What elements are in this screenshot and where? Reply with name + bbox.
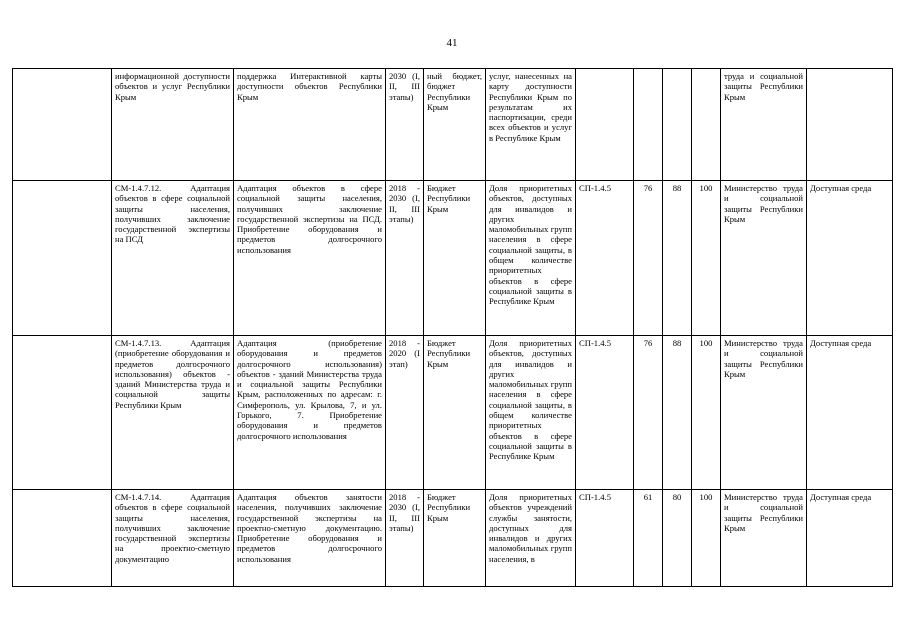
- row-period-cell: 2018 - 2030 (I, II, III этапы): [386, 181, 424, 336]
- row-value-1-cell: 76: [634, 336, 663, 490]
- row-source-cell: Бюджет Республики Крым: [424, 336, 486, 490]
- row-source-cell: ный бюджет, бюджет Республики Крым: [424, 69, 486, 181]
- row-value-2-cell: 88: [663, 181, 692, 336]
- row-period-cell: 2018 - 2020 (I этап): [386, 336, 424, 490]
- row-period-cell: 2030 (I, II, III этапы): [386, 69, 424, 181]
- row-value-2-cell: [663, 69, 692, 181]
- row-indicator-cell: Доля приоритетных объектов, доступных для инвалидов и других маломобильных групп населения в сфере социальной защиты, в общем количестве приоритетных объектов в сфере социальной защиты в Республике Крым: [486, 181, 576, 336]
- row-indicator-cell: услуг, нанесенных на карту доступности Республики Крым по результатам их паспортизации, среди всех объектов и услуг в Республике Крым: [486, 69, 576, 181]
- table-row: [13, 336, 893, 490]
- row-content-cell: Адаптация объектов занятости населения, получивших заключение государственной экспертизы на проектно-сметную документацию. Приобретение оборудования и предметов долгосрочного использования: [234, 490, 386, 587]
- row-indicator-code-cell: СП-1.4.5: [576, 336, 634, 490]
- row-value-3-cell: 100: [692, 490, 721, 587]
- row-program-cell: [807, 69, 893, 181]
- page-number: 41: [446, 37, 458, 49]
- row-code-cell: [13, 490, 112, 587]
- row-value-2-cell: 80: [663, 490, 692, 587]
- row-name-cell: СМ-1.4.7.12. Адаптация объектов в сфере социальной защиты населения, получивших заключение государственной экспертизы на ПСД: [112, 181, 234, 336]
- row-content-cell: Адаптация (приобретение оборудования и предметов долгосрочного использования) объектов - зданий Министерства труда и социальной защиты Республики Крым, расположенных по адресам: г. Симферополь, ул. Крылова, 7, и ул. Горького, 7. Приобретение оборудования и предметов долгосрочного использования: [234, 336, 386, 490]
- row-indicator-code-cell: [576, 69, 634, 181]
- row-value-3-cell: 100: [692, 181, 721, 336]
- row-program-cell: Доступная среда: [807, 490, 893, 587]
- row-name-cell: СМ-1.4.7.14. Адаптация объектов в сфере социальной защиты населения, получивших заключение государственной экспертизы на проектно-сметную документацию: [112, 490, 234, 587]
- row-value-2-cell: 88: [663, 336, 692, 490]
- row-name-cell: СМ-1.4.7.13. Адаптация (приобретение оборудования и предметов долгосрочного использования) объектов - зданий Министерства труда и социальной защиты Республики Крым: [112, 336, 234, 490]
- table-body: [13, 69, 893, 587]
- row-content-cell: Адаптация объектов в сфере социальной защиты населения, получивших заключение государственной экспертизы на ПСД. Приобретение оборудования и предметов долгосрочного использования: [234, 181, 386, 336]
- row-code-cell: [13, 336, 112, 490]
- table-row: [13, 490, 893, 587]
- row-indicator-cell: Доля приоритетных объектов учреждений службы занятости, доступных для инвалидов и других маломобильных групп населения, в: [486, 490, 576, 587]
- row-indicator-code-cell: СП-1.4.5: [576, 490, 634, 587]
- table-row: [13, 69, 893, 181]
- row-value-3-cell: 100: [692, 336, 721, 490]
- row-indicator-code-cell: СП-1.4.5: [576, 181, 634, 336]
- row-executor-cell: Министерство труда и социальной защиты Республики Крым: [721, 490, 807, 587]
- row-period-cell: 2018 - 2030 (I, II, III этапы): [386, 490, 424, 587]
- table-row: [13, 181, 893, 336]
- row-value-1-cell: 61: [634, 490, 663, 587]
- row-source-cell: Бюджет Республики Крым: [424, 181, 486, 336]
- row-program-cell: Доступная среда: [807, 181, 893, 336]
- row-indicator-cell: Доля приоритетных объектов, доступных для инвалидов и других маломобильных групп населения в сфере социальной защиты, в общем количестве приоритетных объектов в сфере социальной защиты в Республике Крым: [486, 336, 576, 490]
- row-value-1-cell: [634, 69, 663, 181]
- row-code-cell: [13, 181, 112, 336]
- program-table: [12, 68, 893, 587]
- row-executor-cell: Министерство труда и социальной защиты Республики Крым: [721, 181, 807, 336]
- row-source-cell: Бюджет Республики Крым: [424, 490, 486, 587]
- row-content-cell: поддержка Интерактивной карты доступности объектов Республики Крым: [234, 69, 386, 181]
- row-program-cell: Доступная среда: [807, 336, 893, 490]
- row-executor-cell: труда и социальной защиты Республики Крым: [721, 69, 807, 181]
- row-value-1-cell: 76: [634, 181, 663, 336]
- row-code-cell: [13, 69, 112, 181]
- row-value-3-cell: [692, 69, 721, 181]
- row-executor-cell: Министерство труда и социальной защиты Республики Крым: [721, 336, 807, 490]
- row-name-cell: информационной доступности объектов и услуг Республики Крым: [112, 69, 234, 181]
